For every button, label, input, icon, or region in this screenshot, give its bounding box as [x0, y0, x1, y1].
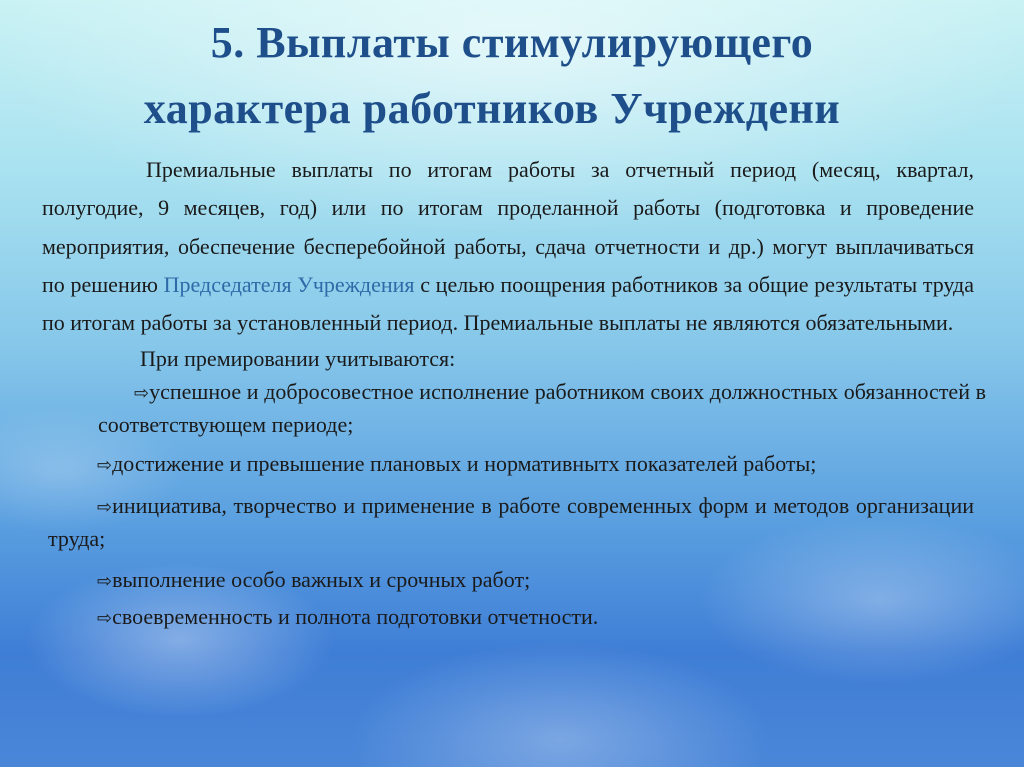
- list-item-text: успешное и добросовестное исполнение работником своих должностных обязанностей в соответствующем периоде;: [98, 379, 986, 438]
- list-item: [42, 376, 986, 440]
- arrow-right-icon: ⇨: [134, 383, 150, 405]
- title-line-2: характера работников Учреждени: [143, 84, 841, 133]
- slide-body: [42, 151, 986, 634]
- title-line-1: 5. Выплаты стимулирующего: [210, 18, 814, 67]
- list-item-text: выполнение особо важных и срочных работ;: [112, 567, 531, 593]
- arrow-right-icon: ⇨: [97, 497, 113, 519]
- arrow-right-icon: ⇨: [97, 455, 113, 477]
- highlighted-term: Председателя Учреждения: [163, 271, 415, 297]
- list-item-text: инициатива, творчество и применение в работе современных форм и методов организации труда;: [48, 493, 974, 552]
- list-item: [42, 564, 974, 597]
- list-item: [42, 490, 974, 554]
- arrow-right-icon: ⇨: [97, 571, 113, 593]
- list-item: [42, 448, 974, 481]
- list-lead: При премировании учитываются:: [140, 346, 456, 372]
- paragraph-text-2: с целью поощрения работников за общие результаты труда по итогам работы за установленный период. Премиальные выплаты не являются обязательными.: [42, 271, 975, 336]
- slide-title: [0, 10, 1024, 142]
- list-item: [42, 601, 974, 634]
- list-item-text: достижение и превышение плановых и нормативнытх показателей работы;: [112, 451, 817, 477]
- main-paragraph: [42, 151, 974, 342]
- list-item-text: своевременность и полнота подготовки отчетности.: [112, 604, 599, 630]
- arrow-right-icon: ⇨: [97, 608, 113, 630]
- paragraph-text-1: Премиальные выплаты по итогам работы за отчетный период (месяц, квартал, полугодие, 9 месяцев, год) или по итогам проделанной работы (подготовка и проведение мероприятия, обеспечение бесперебойной работы, сдача отчетности и др.) могут выплачиваться по решению: [42, 157, 974, 297]
